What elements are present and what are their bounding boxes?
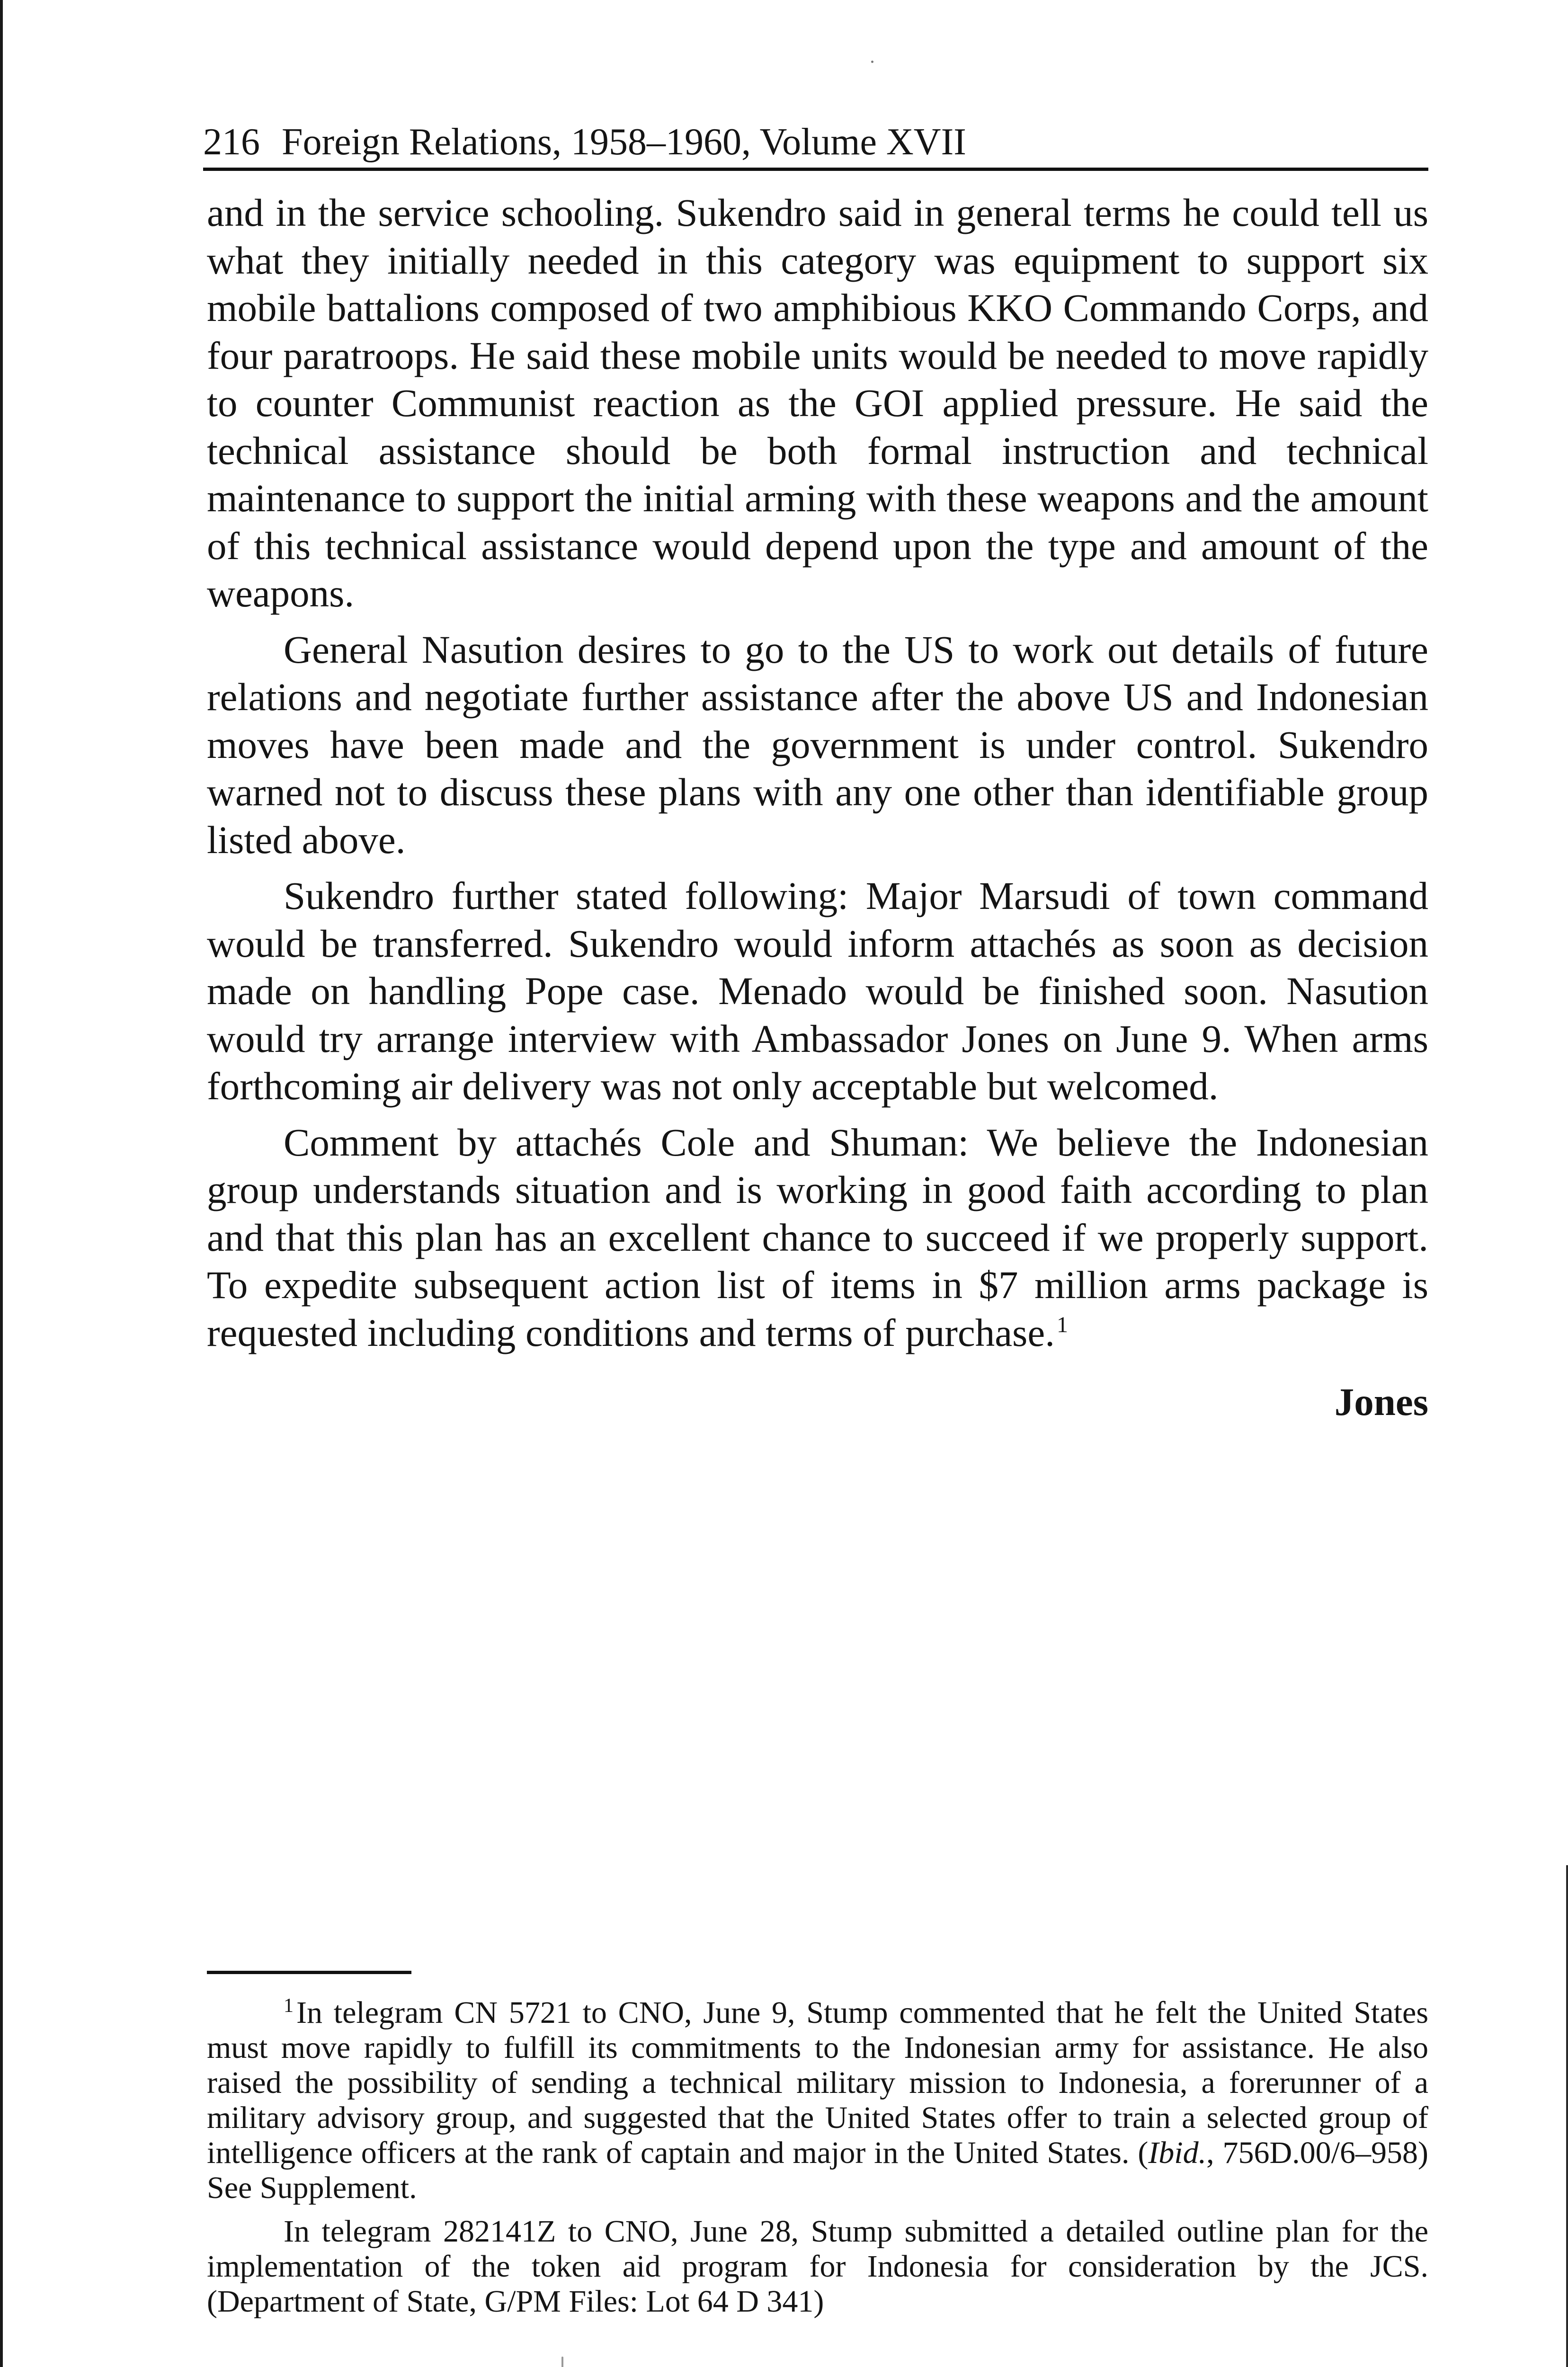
footnote-reference-1[interactable]: 1: [1056, 1312, 1068, 1337]
footnote-2: In telegram 282141Z to CNO, June 28, Stump submitted a detailed outline plan for the implementation of the token aid program for Indonesia for consideration by the JCS. (Department of State, G/PM Files: Lot 64 D 341): [207, 2214, 1428, 2319]
footnote-1-tail: , 756D.00/6–958) See Supplement.: [207, 2136, 1428, 2205]
paragraph-2: General Nasution desires to go to the US to work out details of future relations and negotiate further assistance after the above US and Indonesian moves have been made and the government is under control. Sukendro warned not to discuss these plans with any one other than identifiable group listed above.: [207, 627, 1428, 862]
footnote-1-marker: 1: [284, 1995, 294, 2017]
footnote-1: [207, 1995, 1428, 2206]
paragraph-4: [207, 1119, 1428, 1357]
footnote-1-text: In telegram CN 5721 to CNO, June 9, Stump commented that he felt the United States must move rapidly to fulfill its commitments to the Indonesian army for assistance. He also raised the possibility of sending a technical military mission to Indonesia, a forerunner of a military advisory group, and suggested that the United States offer to train a selected group of intelligence officers at the rank of captain and major in the United States. (: [207, 1995, 1428, 2170]
scan-edge-left: [0, 0, 3, 2367]
scan-edge-right: [1566, 1865, 1568, 2367]
footnote-1-ibid: Ibid.: [1148, 2136, 1207, 2170]
body-text: [207, 189, 1428, 1426]
paragraph-3: Sukendro further stated following: Major Marsudi of town command would be transferred. Sukendro would inform attachés as soon as decision made on handling Pope case. Menado would be finished soon. Nasution would try arrange interview with Ambassador Jones on June 9. When arms forthcoming air delivery was not only acceptable but welcomed.: [207, 874, 1428, 1108]
signature: Jones: [1334, 1380, 1428, 1424]
scan-speck: [871, 61, 873, 63]
page-number: 216: [203, 121, 260, 163]
paragraph-4-text: Comment by attachés Cole and Shuman: We believe the Indonesian group understands situation and is working in good faith according to plan and that this plan has an excellent chance to succeed if we properly support. To expedite subsequent action list of items in $7 million arms package is requested including conditions and terms of purchase.: [207, 1120, 1428, 1354]
running-title: Foreign Relations, 1958–1960, Volume XVII: [282, 121, 966, 163]
running-head: [203, 109, 1428, 171]
paragraph-1: and in the service schooling. Sukendro said in general terms he could tell us what they initially needed in this category was equipment to support six mobile battalions composed of two amphibious KKO Commando Corps, and four paratroops. He said these mobile units would be needed to move rapidly to counter Communist reaction as the GOI applied pressure. He said the technical assistance should be both formal instruction and technical maintenance to support the initial arming with these weapons and the amount of this technical assistance would depend upon the type and amount of the weapons.: [207, 191, 1428, 615]
footnotes: [207, 1995, 1428, 2319]
scan-speck: [561, 2357, 563, 2367]
document-page: [203, 109, 1428, 1426]
footnote-rule: [207, 1971, 411, 1974]
